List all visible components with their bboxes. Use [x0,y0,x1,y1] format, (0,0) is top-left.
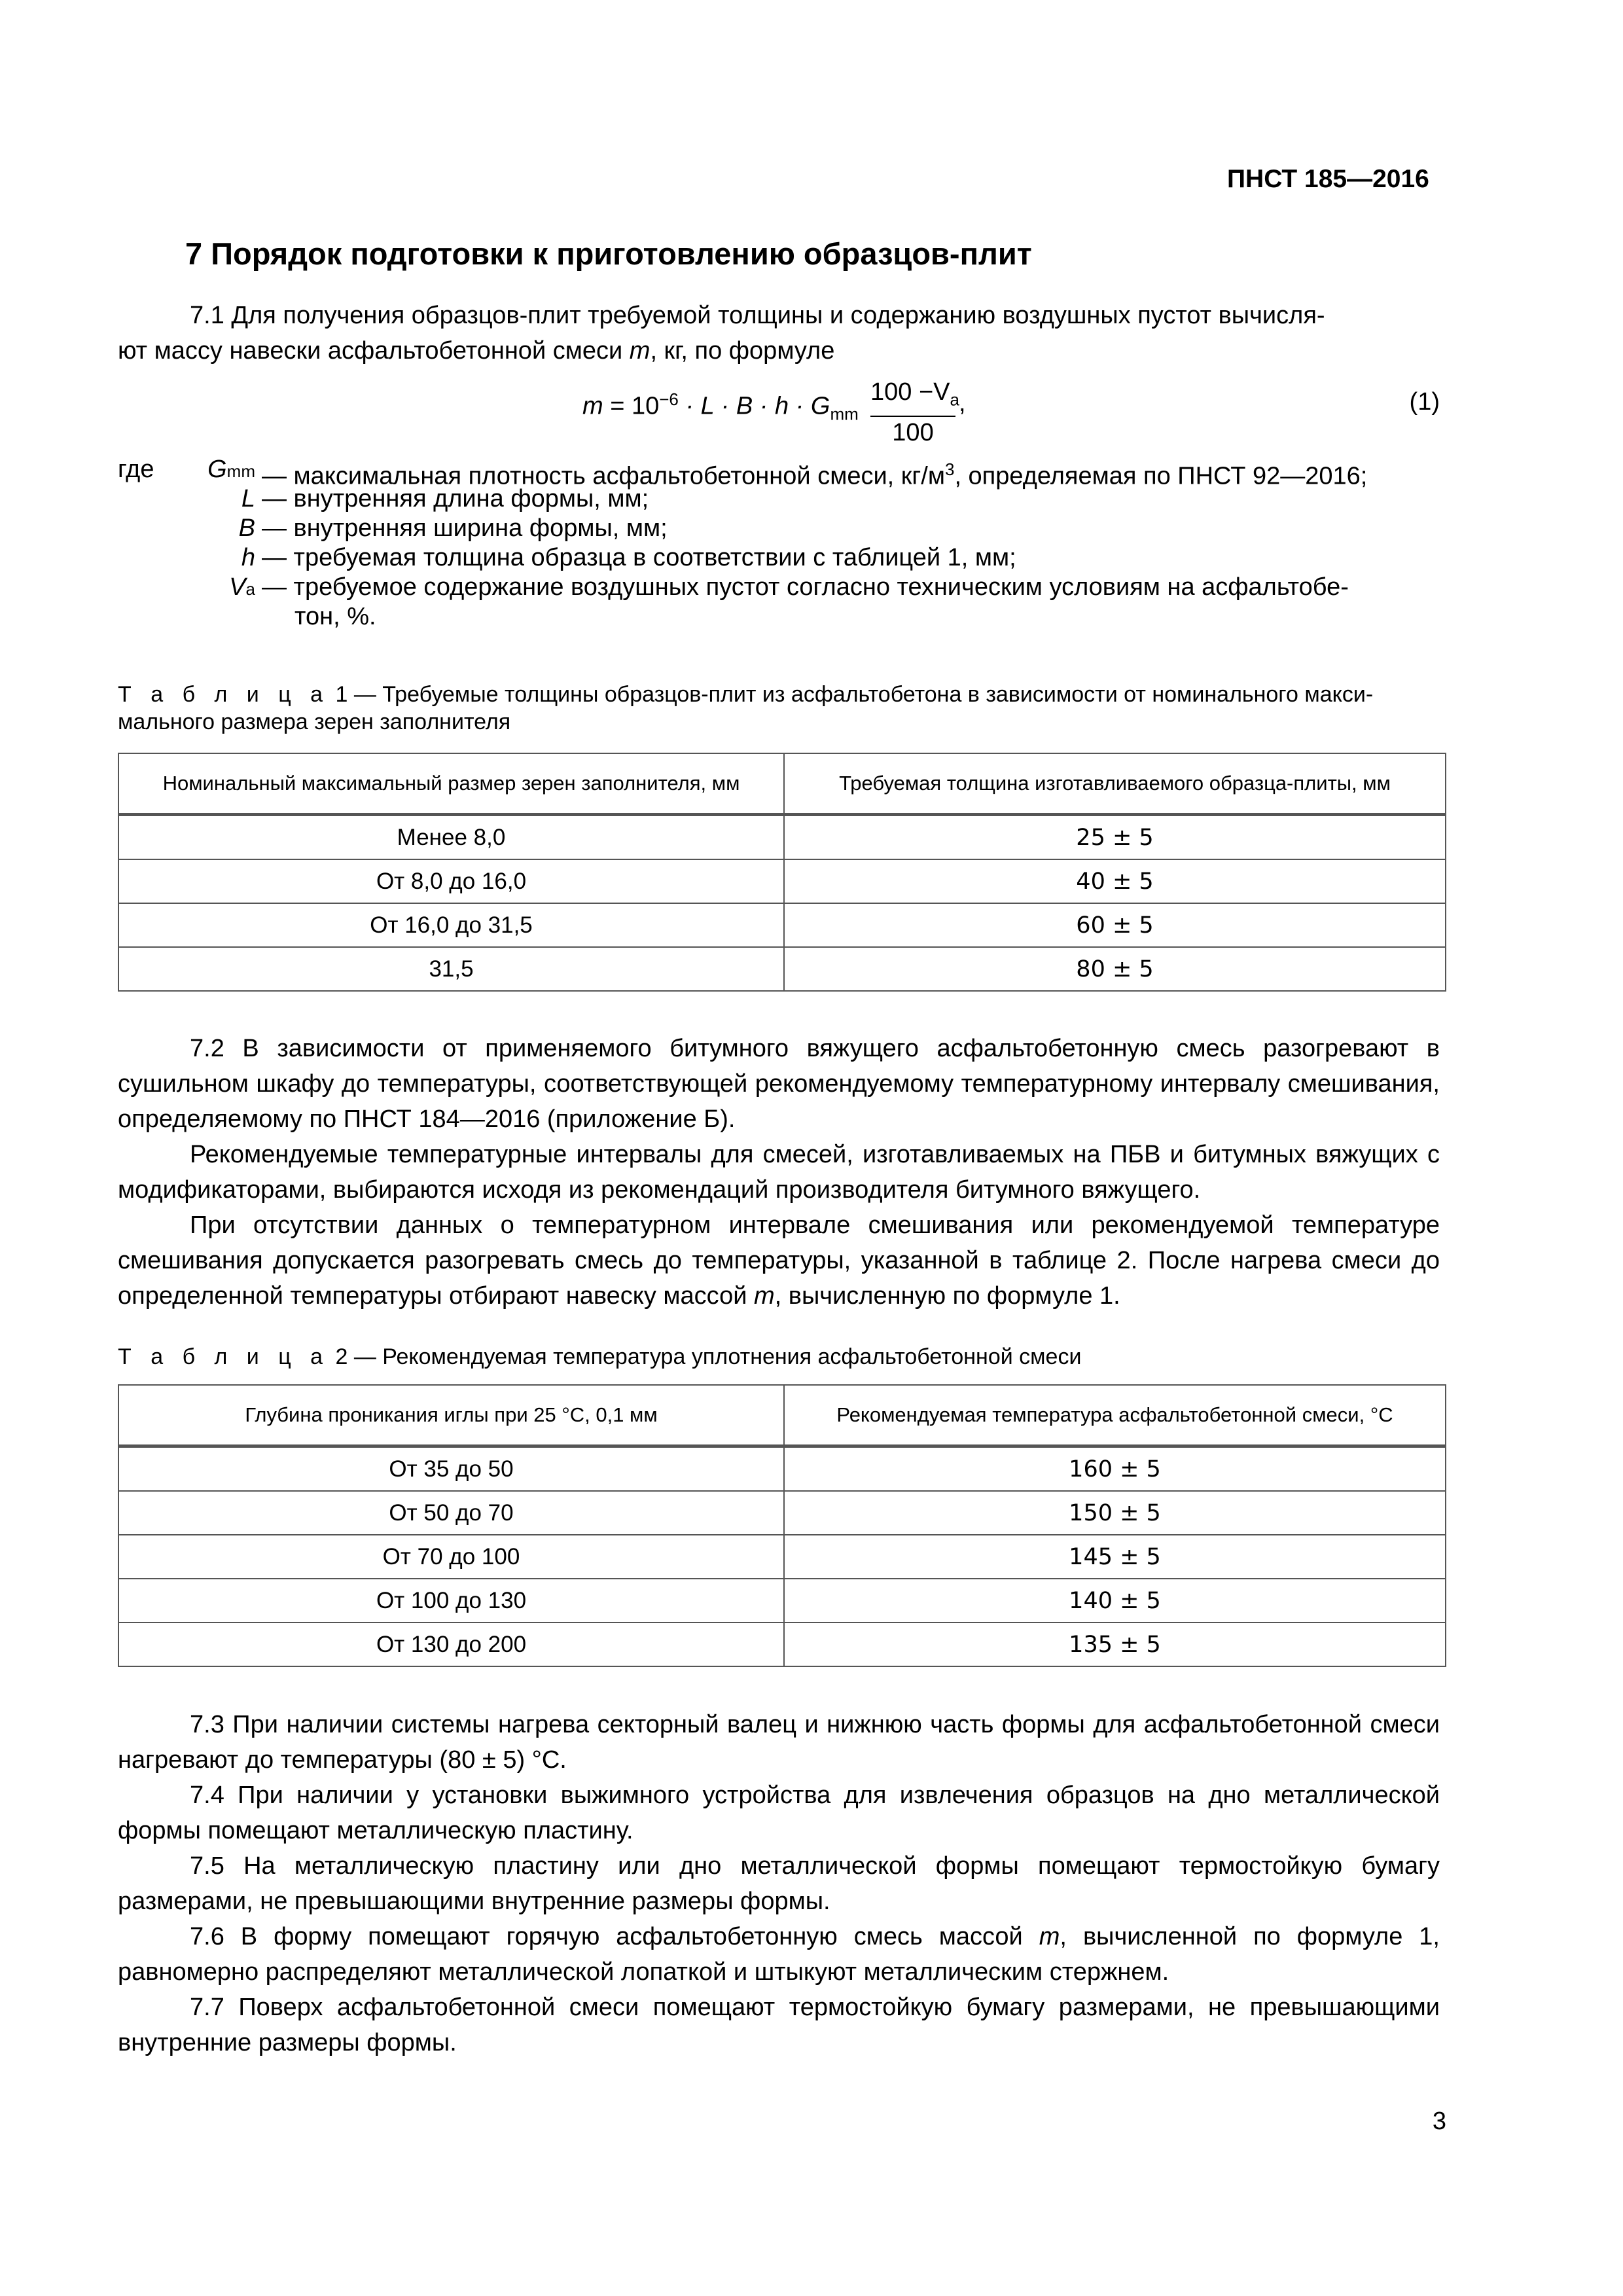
table-cell: От 35 до 50 [118,1446,784,1492]
paragraph-7-2-c [118,1208,1440,1314]
table-row [118,1446,1446,1492]
definition-sub: a [245,579,255,599]
formula-1 [582,376,1001,448]
p71-tail: , кг, по формуле [650,337,835,365]
table-row [118,1535,1446,1579]
definitions-list [118,455,1446,632]
table-2-header-penetration: Глубина проникания иглы при 25 °С, 0,1 мм [118,1385,784,1446]
table-1 [118,753,1446,992]
table-cell: 40 ± 5 [784,859,1446,903]
table-cell: 60 ± 5 [784,903,1446,947]
table-row [118,815,1446,860]
paragraph-7-2-b: Рекомендуемые температурные интервалы для смесей, изготавливаемых на ПБВ и битумных вяжущих с модификаторами, выбираются исходя из рекомендаций производителя битумного вяжущего. [118,1141,1440,1204]
table-header-row [118,753,1446,815]
formula-denominator: 100 [892,418,934,446]
p76-var: m [1039,1923,1060,1950]
p71-lead: 7.1 Для получения образцов-плит требуемой толщины и содержанию воздушных пустот вычисля- [190,302,1325,329]
p72-c-tail: , вычисленную по формуле 1. [774,1282,1120,1310]
standard-code: ПНСТ 185—2016 [1227,165,1429,193]
definition-text: — требуемое содержание воздушных пустот согласно техническим условиям на асфальтобе- [262,573,1349,601]
formula-comma: , [959,389,966,417]
table-cell: От 130 до 200 [118,1623,784,1666]
table-1-label: Т а б л и ц а [118,682,330,707]
table-cell: От 16,0 до 31,5 [118,903,784,947]
definition-g [118,455,1446,490]
table-row [118,1579,1446,1623]
definition-b [118,514,1446,543]
paragraph-7-4: 7.4 При наличии у установки выжимного устройства для извлечения образцов на дно металлической формы помещают металлическую пластину. [118,1782,1440,1844]
paragraph-7-2 [118,1031,1440,1314]
table-cell: Менее 8,0 [118,815,784,860]
table-cell: 160 ± 5 [784,1446,1446,1492]
p71-cont: ют массу навески асфальтобетонной смеси [118,337,623,365]
table-cell: 150 ± 5 [784,1491,1446,1535]
table-2-caption [118,1343,1446,1371]
table-cell: 25 ± 5 [784,815,1446,860]
page-number: 3 [1432,2108,1446,2135]
table-1-caption-text: 1 — Требуемые толщины образцов-плит из асфальтобетона в зависимости от номинального макси- [329,682,1374,707]
definition-lead: где [118,456,154,483]
definition-text: — максимальная плотность асфальтобетонной смеси, кг/м [262,462,945,490]
paragraphs-7-3-to-7-7 [118,1707,1440,2060]
table-2 [118,1384,1446,1667]
table-cell: От 50 до 70 [118,1491,784,1535]
definition-l [118,484,1446,514]
table-cell: 135 ± 5 [784,1623,1446,1666]
definition-text2: , определяемая по ПНСТ 92—2016; [954,462,1368,490]
definition-h [118,543,1446,573]
p76-a: 7.6 В форму помещают горячую асфальтобетонную смесь массой [190,1923,1023,1950]
formula-exp: −6 [659,389,679,409]
definition-text: — требуемая толщина образца в соответствии с таблицей 1, мм; [262,544,1016,571]
table-cell: 80 ± 5 [784,947,1446,991]
table-cell: От 70 до 100 [118,1535,784,1579]
paragraph-7-6 [118,1919,1440,1990]
definition-symbol: L [241,485,255,512]
definition-symbol: B [238,514,255,542]
table-header-row [118,1385,1446,1446]
formula-sub-mm: mm [830,404,859,424]
table-row [118,1623,1446,1666]
table-1-caption-cont: мального размера зерен заполнителя [118,709,511,734]
table-row [118,859,1446,903]
paragraph-7-3: 7.3 При наличии системы нагрева секторный валец и нижнюю часть формы для асфальтобетонной смеси нагревают до температуры (80 ± 5) °С. [118,1711,1440,1774]
p71-var-m: m [629,337,651,365]
table-cell: 145 ± 5 [784,1535,1446,1579]
formula-fraction [870,376,959,448]
table-row [118,947,1446,991]
table-cell: 31,5 [118,947,784,991]
table-1-caption [118,681,1446,736]
table-cell: От 8,0 до 16,0 [118,859,784,903]
paragraph-7-1-text [118,298,1440,368]
definition-symbol: h [241,544,255,571]
formula-middle: · L · B · h · G [678,392,830,420]
section-title: 7 Порядок подготовки к приготовлению образцов-плит [185,236,1032,271]
table-2-caption-text: 2 — Рекомендуемая температура уплотнения асфальтобетонной смеси [329,1344,1082,1369]
definition-va [118,573,1446,602]
table-2-label: Т а б л и ц а [118,1344,330,1369]
formula-numerator: 100 −V [870,378,950,406]
definition-symbol: G [207,456,227,483]
table-cell: От 100 до 130 [118,1579,784,1623]
table-2-header-temperature: Рекомендуемая температура асфальтобетонной смеси, °С [784,1385,1446,1446]
table-1-header-grain-size: Номинальный максимальный размер зерен заполнителя, мм [118,753,784,815]
definition-va-cont: тон, %. [294,603,376,630]
p76-b: , вычисленной по формуле 1, равномерно распределяют металлической лопаткой и штыкуют металлическим стержнем. [118,1923,1440,1986]
table-1-header-thickness: Требуемая толщина изготавливаемого образца-плиты, мм [784,753,1446,815]
table-row [118,903,1446,947]
definition-symbol: V [229,573,246,601]
paragraph-7-5: 7.5 На металлическую пластину или дно металлической формы помещают термостойкую бумагу размерами, не превышающими внутренние размеры формы. [118,1852,1440,1915]
table-row [118,1491,1446,1535]
p72-c-var: m [754,1282,775,1310]
definition-text: — внутренняя ширина формы, мм; [262,514,668,542]
formula-number: (1) [1409,388,1440,416]
formula-eq: = 10 [603,392,660,420]
definition-text: — внутренняя длина формы, мм; [262,485,649,512]
p72-c-text: При отсутствии данных о температурном интервале смешивания или рекомендуемой температуре смешивания допускается разогревать смесь до температуры, указанной в таблице 2. После нагрева смеси до определенной температуры отбирают навеску массой [118,1211,1440,1310]
paragraph-7-1 [118,298,1440,368]
definition-sub: mm [226,461,255,481]
definition-sup: 3 [944,459,955,479]
paragraph-7-7: 7.7 Поверх асфальтобетонной смеси помещают термостойкую бумагу размерами, не превышающими внутренние размеры формы. [118,1994,1440,2056]
table-cell: 140 ± 5 [784,1579,1446,1623]
formula-num-sub: a [950,389,959,410]
paragraph-7-2-a: 7.2 В зависимости от применяемого битумного вяжущего асфальтобетонную смесь разогревают в сушильном шкафу до температуры, соответствующей рекомендуемому температурному интервалу смешивания, определяемому по ПНСТ 184—2016 (приложение Б). [118,1035,1440,1133]
formula-lhs: m [582,392,603,420]
